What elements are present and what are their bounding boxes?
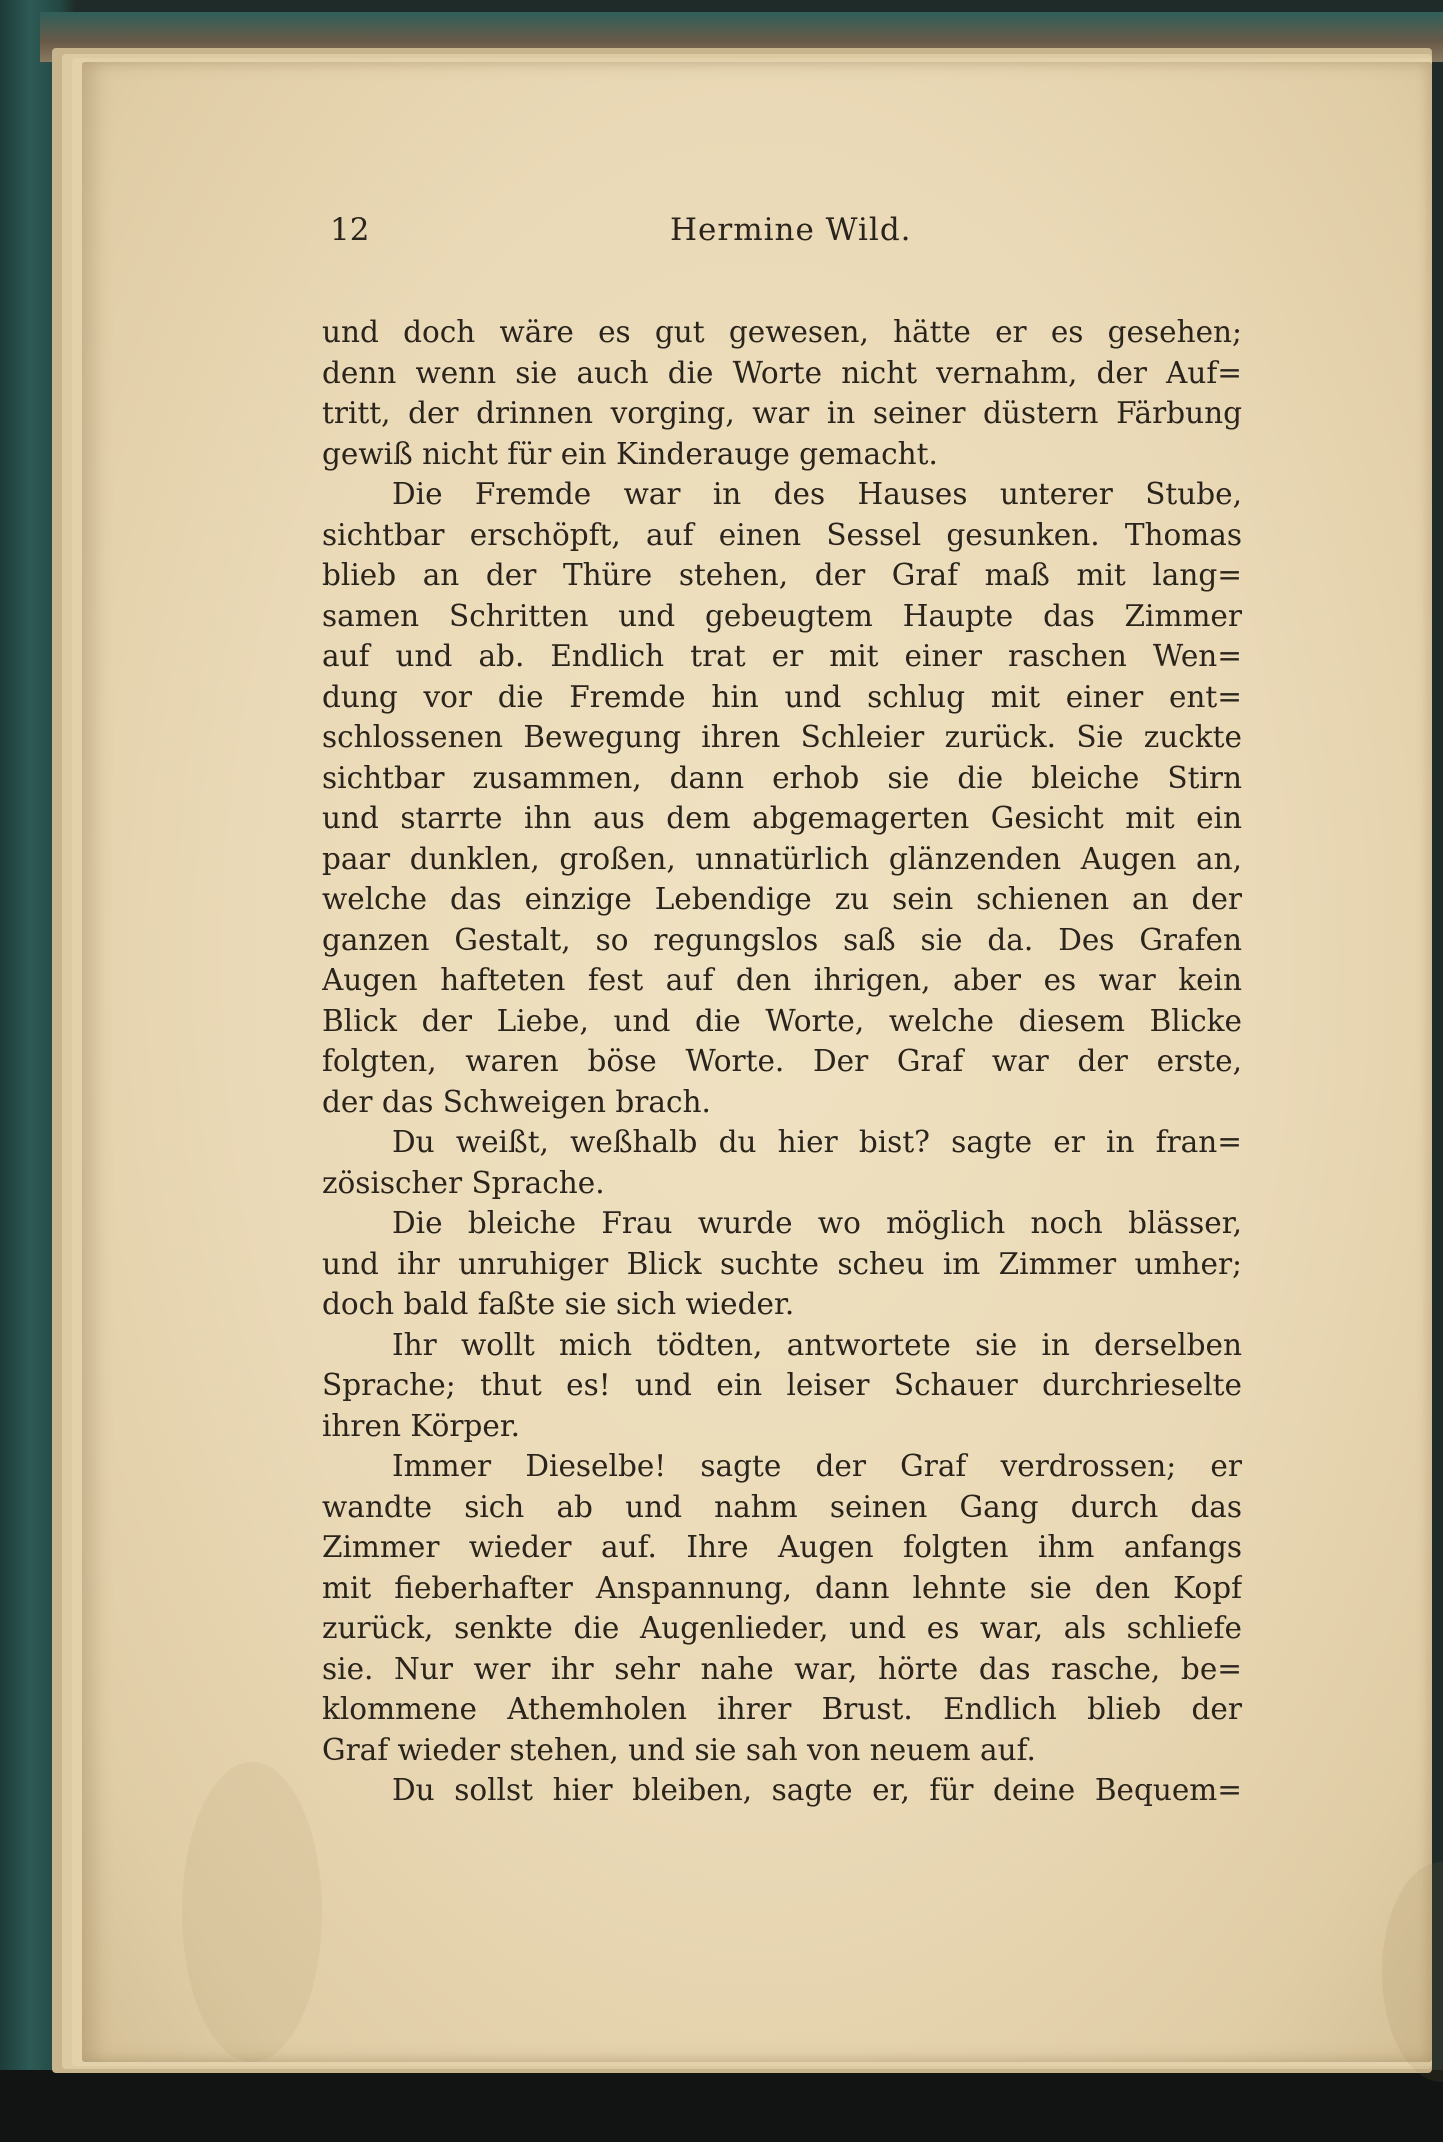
text-line: denn wenn sie auch die Worte nicht vernahm, der Auf= bbox=[322, 355, 1242, 390]
text-line: Die Fremde war in des Hauses unterer Stube, bbox=[392, 477, 1242, 511]
text-line: zösischer Sprache. bbox=[322, 1165, 605, 1200]
text-line: klommene Athemholen ihrer Brust. Endlich blieb der bbox=[322, 1692, 1242, 1726]
text-line: der das Schweigen brach. bbox=[322, 1084, 711, 1119]
text-line: ganzen Gestalt, so regungslos saß sie da. Des Grafen bbox=[322, 922, 1242, 957]
text-line: Zimmer wieder auf. Ihre Augen folgten ihm anfangs bbox=[322, 1530, 1242, 1564]
text-line: Augen hafteten fest auf den ihrigen, aber es war kein bbox=[322, 963, 1242, 997]
text-line: welche das einzige Lebendige zu sein schienen an der bbox=[322, 882, 1242, 916]
text-line: Die bleiche Frau wurde wo möglich noch blässer, bbox=[392, 1206, 1242, 1240]
text-line: schlossenen Bewegung ihren Schleier zurück. Sie zuckte bbox=[322, 720, 1242, 754]
text-line: mit fieberhafter Anspannung, dann lehnte sie den Kopf bbox=[322, 1570, 1242, 1605]
text-line: sie. Nur wer ihr sehr nahe war, hörte das rasche, be= bbox=[322, 1651, 1242, 1686]
body-text bbox=[322, 312, 1242, 1811]
text-line: blieb an der Thüre stehen, der Graf maß mit lang= bbox=[322, 558, 1242, 592]
page-header bbox=[330, 212, 1230, 252]
text-line: und doch wäre es gut gewesen, hätte er es gesehen; bbox=[322, 315, 1242, 349]
running-title: Hermine Wild. bbox=[670, 212, 912, 248]
text-line: doch bald faßte sie sich wieder. bbox=[322, 1287, 795, 1321]
text-line: sichtbar zusammen, dann erhob sie die bleiche Stirn bbox=[322, 760, 1242, 795]
text-line: folgten, waren böse Worte. Der Graf war der erste, bbox=[322, 1044, 1242, 1078]
text-line: paar dunklen, großen, unnatürlich glänzenden Augen an, bbox=[322, 841, 1242, 876]
text-line: Du weißt, weßhalb du hier bist? sagte er in fran= bbox=[392, 1125, 1242, 1159]
text-line: dung vor die Fremde hin und schlug mit einer ent= bbox=[322, 679, 1242, 714]
text-line: tritt, der drinnen vorging, war in seiner düstern Färbung bbox=[322, 396, 1242, 430]
text-line: samen Schritten und gebeugtem Haupte das Zimmer bbox=[322, 598, 1242, 633]
text-line: Immer Dieselbe! sagte der Graf verdrossen; er bbox=[392, 1449, 1242, 1483]
page-number: 12 bbox=[330, 212, 370, 248]
paper-stain bbox=[1382, 1862, 1443, 2082]
text-line: Ihr wollt mich tödten, antwortete sie in derselben bbox=[392, 1327, 1242, 1362]
text-line: gewiß nicht für ein Kinderauge gemacht. bbox=[322, 436, 938, 471]
text-line: wandte sich ab und nahm seinen Gang durch das bbox=[322, 1489, 1242, 1524]
text-line: und starrte ihn aus dem abgemagerten Gesicht mit ein bbox=[322, 801, 1242, 835]
text-line: sichtbar erschöpft, auf einen Sessel gesunken. Thomas bbox=[322, 517, 1242, 552]
dark-background-bottom bbox=[0, 2070, 1443, 2142]
text-line: Graf wieder stehen, und sie sah von neuem auf. bbox=[322, 1732, 1036, 1767]
text-line: auf und ab. Endlich trat er mit einer raschen Wen= bbox=[322, 639, 1242, 673]
text-line: Du sollst hier bleiben, sagte er, für deine Bequem= bbox=[392, 1773, 1242, 1807]
text-line: zurück, senkte die Augenlieder, und es war, als schliefe bbox=[322, 1611, 1242, 1645]
text-line: und ihr unruhiger Blick suchte scheu im Zimmer umher; bbox=[322, 1246, 1242, 1281]
paper-stain bbox=[182, 1762, 322, 2062]
text-line: Blick der Liebe, und die Worte, welche diesem Blicke bbox=[322, 1003, 1242, 1038]
text-line: ihren Körper. bbox=[322, 1408, 521, 1443]
text-line: Sprache; thut es! und ein leiser Schauer durchrieselte bbox=[322, 1368, 1242, 1402]
